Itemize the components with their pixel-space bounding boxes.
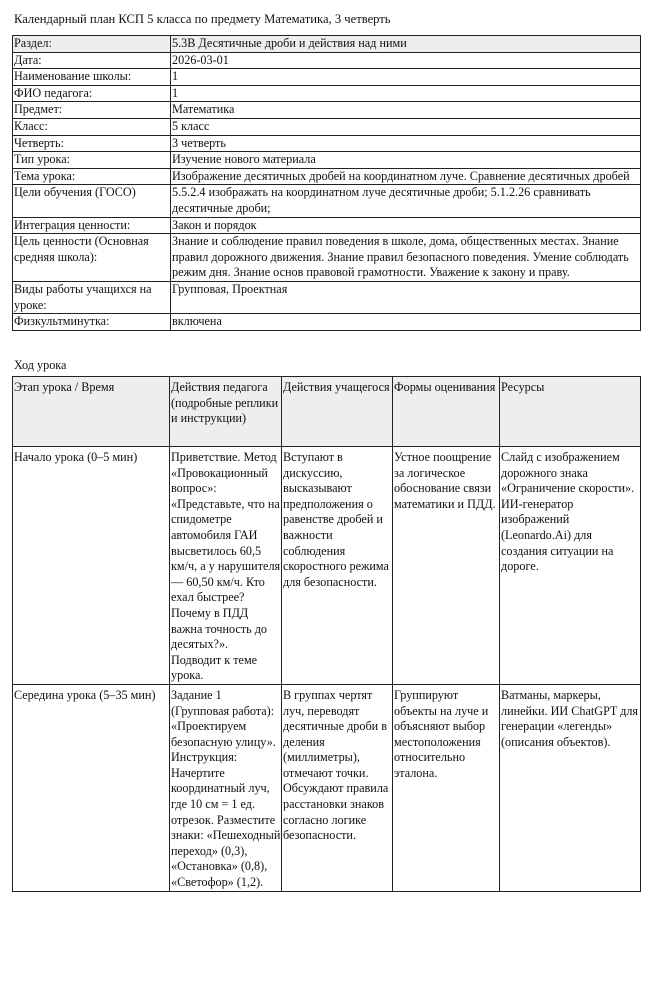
info-value: 3 четверть — [171, 135, 641, 152]
info-label: Тема урока: — [13, 168, 171, 185]
plan-header-row — [13, 377, 641, 447]
info-row-section — [13, 36, 641, 53]
info-label: ФИО педагога: — [13, 85, 171, 102]
info-value: 5 класс — [171, 118, 641, 135]
info-value: 1 — [171, 69, 641, 86]
info-value: Изучение нового материала — [171, 152, 641, 169]
info-row-school — [13, 69, 641, 86]
lesson-info-table — [12, 35, 641, 331]
column-header: Этап урока / Время — [13, 377, 170, 447]
info-value: Знание и соблюдение правил поведения в школе, дома, общественных местах. Знание правил дорожного движения. Знание правил безопасного поведения. Умение соблюдать режим дня. Знание основ правовой грамотности. Уважение к закону и праву. — [171, 234, 641, 282]
info-row-date — [13, 52, 641, 69]
plan-row-middle — [13, 684, 641, 891]
plan-row-start — [13, 447, 641, 685]
info-row-subject — [13, 102, 641, 119]
assessment-cell: Группируют объекты на луче и объясняют выбор местоположения относительно эталона. — [393, 684, 500, 891]
column-header: Действия педагога (подробные реплики и инструкции) — [170, 377, 282, 447]
document-title: Календарный план КСП 5 класса по предмету Математика, 3 четверть — [14, 12, 391, 26]
info-value: Закон и порядок — [171, 217, 641, 234]
info-label: Четверть: — [13, 135, 171, 152]
column-header: Действия учащегося — [282, 377, 393, 447]
resources-cell: Ватманы, маркеры, линейки. ИИ ChatGPT для генерации «легенды» (описания объектов). — [500, 684, 641, 891]
info-row-class — [13, 118, 641, 135]
info-row-value-integration — [13, 217, 641, 234]
info-label: Класс: — [13, 118, 171, 135]
info-label: Тип урока: — [13, 152, 171, 169]
stage-cell: Середина урока (5–35 мин) — [13, 684, 170, 891]
assessment-cell: Устное поощрение за логическое обоснование связи математики и ПДД. — [393, 447, 500, 685]
info-value: Математика — [171, 102, 641, 119]
info-row-work-types — [13, 281, 641, 313]
info-value: 2026-03-01 — [171, 52, 641, 69]
lesson-plan-table — [12, 376, 641, 892]
info-label: Интеграция ценности: — [13, 217, 171, 234]
info-label: Дата: — [13, 52, 171, 69]
info-row-teacher — [13, 85, 641, 102]
info-row-value-goal — [13, 234, 641, 282]
info-label: Цели обучения (ГОСО) — [13, 185, 171, 217]
info-row-objectives — [13, 185, 641, 217]
section-heading: Ход урока — [14, 358, 67, 372]
column-header: Формы оценивания — [393, 377, 500, 447]
info-label: Раздел: — [13, 36, 171, 53]
column-header: Ресурсы — [500, 377, 641, 447]
info-label: Цель ценности (Основная средняя школа): — [13, 234, 171, 282]
info-value: Изображение десятичных дробей на координатном луче. Сравнение десятичных дробей — [171, 168, 641, 185]
info-value: 5.3В Десятичные дроби и действия над ними — [171, 36, 641, 53]
stage-cell: Начало урока (0–5 мин) — [13, 447, 170, 685]
info-row-lesson-type — [13, 152, 641, 169]
info-value: 1 — [171, 85, 641, 102]
info-row-quarter — [13, 135, 641, 152]
student-actions-cell: Вступают в дискуссию, высказывают предположения о равенстве дробей и важности соблюдения скоростного режима для безопасности. — [282, 447, 393, 685]
info-row-topic — [13, 168, 641, 185]
resources-cell: Слайд с изображением дорожного знака «Ограничение скорости». ИИ-генератор изображений (Leonardo.Ai) для создания ситуации на дороге. — [500, 447, 641, 685]
student-actions-cell: В группах чертят луч, переводят десятичные дроби в деления (миллиметры), отмечают точки. Обсуждают правила расстановки знаков согласно логике безопасности. — [282, 684, 393, 891]
info-value: 5.5.2.4 изображать на координатном луче десятичные дроби; 5.1.2.26 сравнивать десятичные дроби; — [171, 185, 641, 217]
info-label: Виды работы учащихся на уроке: — [13, 281, 171, 313]
info-label: Физкультминутка: — [13, 314, 171, 331]
info-value: включена — [171, 314, 641, 331]
teacher-actions-cell: Приветствие. Метод «Провокационный вопрос»: «Представьте, что на спидометре автомобиля ГАИ высветилось 60,5 км/ч, а у нарушителя — 60,50 км/ч. Кто ехал быстрее? Почему в ПДД важна точность до десятых?». Подводит к теме урока. — [170, 447, 282, 685]
info-label: Наименование школы: — [13, 69, 171, 86]
info-label: Предмет: — [13, 102, 171, 119]
info-value: Групповая, Проектная — [171, 281, 641, 313]
info-row-exercise-break — [13, 314, 641, 331]
teacher-actions-cell: Задание 1 (Групповая работа): «Проектируем безопасную улицу». Инструкция: Начертите координатный луч, где 10 см = 1 ед. отрезок. Разместите знаки: «Пешеходный переход» (0,3), «Остановка» (0,8), «Светофор» (1,2). — [170, 684, 282, 891]
